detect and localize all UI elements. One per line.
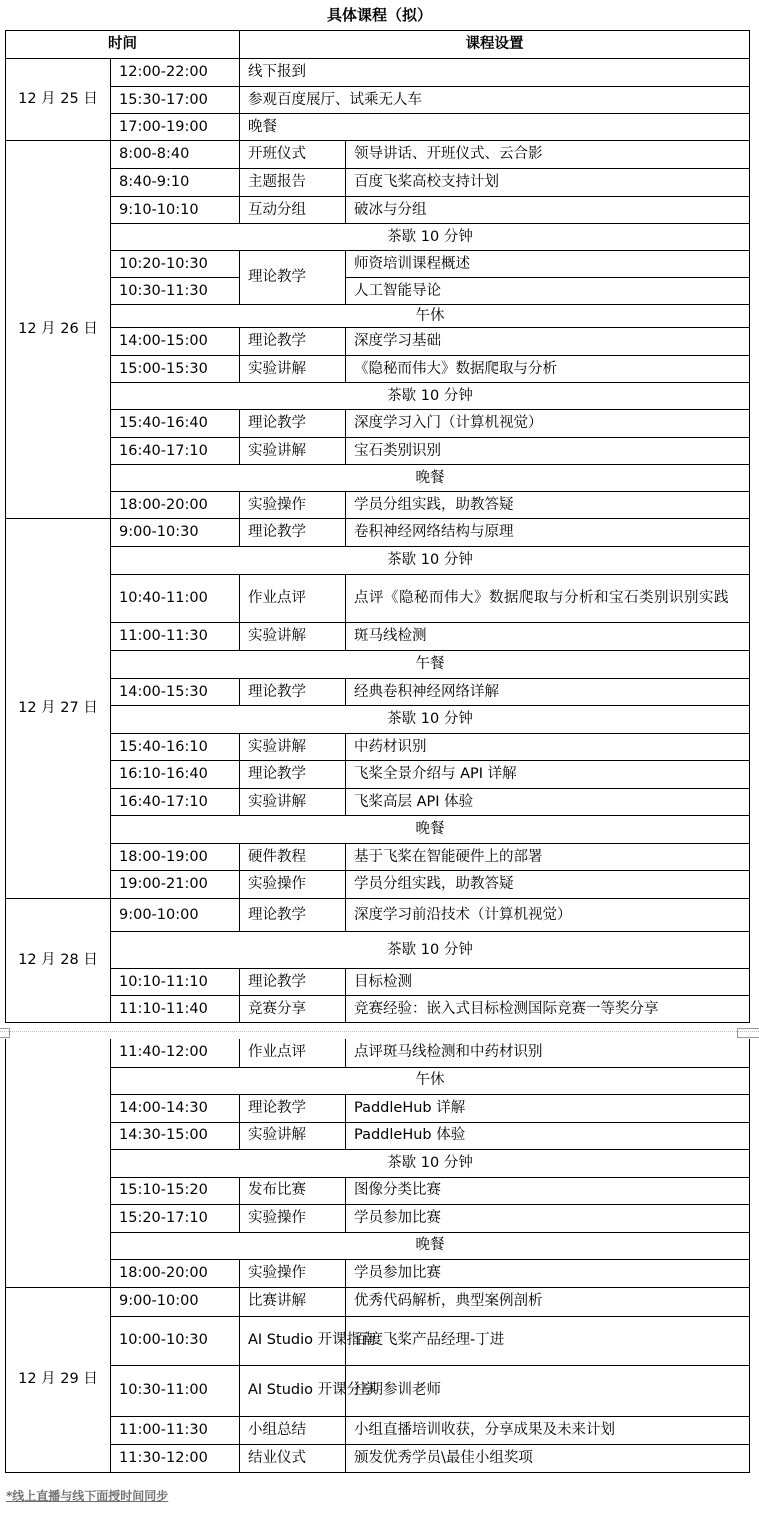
topic-cell: 破冰与分组 bbox=[346, 197, 750, 224]
time-cell: 17:00-19:00 bbox=[111, 114, 240, 141]
topic-cell: 宝石类别识别 bbox=[346, 438, 750, 465]
topic-cell: 优秀代码解析，典型案例剖析 bbox=[346, 1287, 750, 1316]
time-cell: 10:00-10:30 bbox=[111, 1316, 240, 1365]
schedule-table-page-2 bbox=[5, 1039, 750, 1473]
time-cell: 19:00-21:00 bbox=[111, 871, 240, 899]
document-title: 具体课程（拟） bbox=[326, 6, 432, 24]
table-row bbox=[6, 141, 750, 169]
topic-cell: 人工智能导论 bbox=[346, 278, 750, 305]
table-row bbox=[6, 1444, 750, 1472]
time-cell: 8:40-9:10 bbox=[111, 169, 240, 197]
type-cell: 实验讲解 bbox=[240, 734, 346, 761]
table-row bbox=[6, 197, 750, 224]
type-cell: 结业仪式 bbox=[240, 1444, 346, 1472]
table-row bbox=[6, 328, 750, 356]
table-row bbox=[6, 1204, 750, 1232]
type-cell: 实验操作 bbox=[240, 1259, 346, 1287]
break-cell: 茶歇 10 分钟 bbox=[111, 383, 750, 410]
topic-cell: 目标检测 bbox=[346, 969, 750, 996]
type-cell: 理论教学 bbox=[240, 328, 346, 356]
table-row bbox=[6, 87, 750, 114]
course-cell: 线下报到 bbox=[240, 59, 750, 87]
time-cell: 16:10-16:40 bbox=[111, 761, 240, 789]
table-row bbox=[6, 1259, 750, 1287]
time-cell: 15:30-17:00 bbox=[111, 87, 240, 114]
header-course: 课程设置 bbox=[240, 31, 750, 59]
topic-cell: 学员分组实践，助教答疑 bbox=[346, 492, 750, 519]
course-cell: 晚餐 bbox=[240, 114, 750, 141]
type-cell: 实验讲解 bbox=[240, 438, 346, 465]
topic-cell: 经典卷积神经网络详解 bbox=[346, 679, 750, 706]
break-cell: 午餐 bbox=[111, 651, 750, 679]
topic-cell: PaddleHub 详解 bbox=[346, 1094, 750, 1122]
type-cell: 实验操作 bbox=[240, 1204, 346, 1232]
header-time: 时间 bbox=[6, 31, 240, 59]
table-row bbox=[6, 996, 750, 1023]
time-cell: 11:10-11:40 bbox=[111, 996, 240, 1023]
break-row bbox=[6, 816, 750, 844]
topic-cell: 中药材识别 bbox=[346, 734, 750, 761]
type-cell: 实验操作 bbox=[240, 492, 346, 519]
date-cell: 12 月 26 日 bbox=[6, 141, 111, 519]
topic-cell: 学员参加比赛 bbox=[346, 1204, 750, 1232]
schedule-table-page-1 bbox=[5, 30, 750, 1023]
time-cell: 16:40-17:10 bbox=[111, 438, 240, 465]
break-row bbox=[6, 305, 750, 328]
time-cell: 14:00-14:30 bbox=[111, 1094, 240, 1122]
time-cell: 9:00-10:00 bbox=[111, 899, 240, 932]
type-cell: 开班仪式 bbox=[240, 141, 346, 169]
topic-cell: 百度飞桨高校支持计划 bbox=[346, 169, 750, 197]
time-cell: 10:30-11:30 bbox=[111, 278, 240, 305]
table-row bbox=[6, 1287, 750, 1316]
topic-cell: 深度学习基础 bbox=[346, 328, 750, 356]
page-break-marker-right bbox=[737, 1028, 759, 1038]
time-cell: 10:40-11:00 bbox=[111, 575, 240, 623]
time-cell: 14:30-15:00 bbox=[111, 1122, 240, 1149]
type-cell: 理论教学 bbox=[240, 410, 346, 438]
topic-cell: PaddleHub 体验 bbox=[346, 1122, 750, 1149]
table-header-row bbox=[6, 31, 750, 59]
type-cell: 主题报告 bbox=[240, 169, 346, 197]
table-row bbox=[6, 278, 750, 305]
date-cell: 12 月 25 日 bbox=[6, 59, 111, 141]
break-cell: 茶歇 10 分钟 bbox=[111, 706, 750, 734]
table-row bbox=[6, 1177, 750, 1204]
break-cell: 茶歇 10 分钟 bbox=[111, 547, 750, 575]
topic-cell: 飞桨全景介绍与 API 详解 bbox=[346, 761, 750, 789]
time-cell: 14:00-15:30 bbox=[111, 679, 240, 706]
break-cell: 午休 bbox=[111, 305, 750, 328]
time-cell: 8:00-8:40 bbox=[111, 141, 240, 169]
time-cell: 10:30-11:00 bbox=[111, 1365, 240, 1416]
table-row bbox=[6, 438, 750, 465]
type-cell: 竞赛分享 bbox=[240, 996, 346, 1023]
table-row bbox=[6, 623, 750, 651]
break-row bbox=[6, 1149, 750, 1177]
table-row bbox=[6, 251, 750, 278]
table-row bbox=[6, 871, 750, 899]
table-row bbox=[6, 1316, 750, 1365]
page-break-marker-left bbox=[0, 1028, 10, 1038]
time-cell: 11:40-12:00 bbox=[111, 1039, 240, 1067]
topic-cell: 竞赛经验：嵌入式目标检测国际竞赛一等奖分享 bbox=[346, 996, 750, 1023]
course-cell: 参观百度展厅、试乘无人车 bbox=[240, 87, 750, 114]
topic-cell: 飞桨高层 API 体验 bbox=[346, 789, 750, 816]
time-cell: 12:00-22:00 bbox=[111, 59, 240, 87]
table-row bbox=[6, 1365, 750, 1416]
type-cell: 实验讲解 bbox=[240, 356, 346, 383]
type-cell: 互动分组 bbox=[240, 197, 346, 224]
time-cell: 15:00-15:30 bbox=[111, 356, 240, 383]
break-cell: 茶歇 10 分钟 bbox=[111, 1149, 750, 1177]
topic-cell: 点评斑马线检测和中药材识别 bbox=[346, 1039, 750, 1067]
table-row bbox=[6, 492, 750, 519]
table-row bbox=[6, 789, 750, 816]
topic-cell: 百度飞桨产品经理-丁进 bbox=[346, 1316, 750, 1365]
table-row bbox=[6, 761, 750, 789]
date-cell-continued bbox=[6, 1039, 111, 1287]
type-cell: AI Studio 开课指南 bbox=[240, 1316, 346, 1365]
table-row bbox=[6, 519, 750, 547]
break-row bbox=[6, 651, 750, 679]
table-row bbox=[6, 1122, 750, 1149]
time-cell: 18:00-20:00 bbox=[111, 1259, 240, 1287]
date-cell: 12 月 29 日 bbox=[6, 1287, 111, 1472]
break-row bbox=[6, 706, 750, 734]
topic-cell: 《隐秘而伟大》数据爬取与分析 bbox=[346, 356, 750, 383]
type-cell: 实验操作 bbox=[240, 871, 346, 899]
table-row bbox=[6, 734, 750, 761]
table-row bbox=[6, 969, 750, 996]
table-row bbox=[6, 114, 750, 141]
type-cell: 理论教学 bbox=[240, 1094, 346, 1122]
table-row bbox=[6, 410, 750, 438]
topic-cell: 基于飞桨在智能硬件上的部署 bbox=[346, 844, 750, 871]
break-row bbox=[6, 383, 750, 410]
topic-cell: 小组直播培训收获，分享成果及未来计划 bbox=[346, 1416, 750, 1444]
break-row bbox=[6, 547, 750, 575]
break-cell: 茶歇 10 分钟 bbox=[111, 224, 750, 251]
table-row bbox=[6, 169, 750, 197]
type-cell: 理论教学 bbox=[240, 679, 346, 706]
table-row bbox=[6, 679, 750, 706]
topic-cell: 领导讲话、开班仪式、云合影 bbox=[346, 141, 750, 169]
time-cell: 10:10-11:10 bbox=[111, 969, 240, 996]
type-cell: 作业点评 bbox=[240, 575, 346, 623]
time-cell: 9:10-10:10 bbox=[111, 197, 240, 224]
break-row bbox=[6, 1232, 750, 1259]
topic-cell: 学员分组实践，助教答疑 bbox=[346, 871, 750, 899]
time-cell: 10:20-10:30 bbox=[111, 251, 240, 278]
type-cell: 理论教学 bbox=[240, 519, 346, 547]
type-cell: 实验讲解 bbox=[240, 1122, 346, 1149]
topic-cell: 图像分类比赛 bbox=[346, 1177, 750, 1204]
topic-cell: 学员参加比赛 bbox=[346, 1259, 750, 1287]
time-cell: 15:10-15:20 bbox=[111, 1177, 240, 1204]
table-row bbox=[6, 59, 750, 87]
time-cell: 14:00-15:00 bbox=[111, 328, 240, 356]
table-row bbox=[6, 1416, 750, 1444]
topic-cell: 深度学习前沿技术（计算机视觉） bbox=[346, 899, 750, 932]
type-cell: 比赛讲解 bbox=[240, 1287, 346, 1316]
topic-cell: 师资培训课程概述 bbox=[346, 251, 750, 278]
topic-cell: 点评《隐秘而伟大》数据爬取与分析和宝石类别识别实践 bbox=[346, 575, 750, 623]
break-row bbox=[6, 932, 750, 969]
time-cell: 15:40-16:10 bbox=[111, 734, 240, 761]
time-cell: 18:00-19:00 bbox=[111, 844, 240, 871]
break-cell: 茶歇 10 分钟 bbox=[111, 932, 750, 969]
break-row bbox=[6, 1067, 750, 1094]
time-cell: 15:20-17:10 bbox=[111, 1204, 240, 1232]
type-cell: 理论教学 bbox=[240, 969, 346, 996]
table-row bbox=[6, 844, 750, 871]
topic-cell: 深度学习入门（计算机视觉） bbox=[346, 410, 750, 438]
date-cell: 12 月 27 日 bbox=[6, 519, 111, 899]
table-row bbox=[6, 899, 750, 932]
time-cell: 11:30-12:00 bbox=[111, 1444, 240, 1472]
break-row bbox=[6, 224, 750, 251]
time-cell: 16:40-17:10 bbox=[111, 789, 240, 816]
topic-cell: 斑马线检测 bbox=[346, 623, 750, 651]
table-row bbox=[6, 356, 750, 383]
type-cell: 发布比赛 bbox=[240, 1177, 346, 1204]
page-break-line bbox=[0, 1031, 759, 1032]
time-cell: 18:00-20:00 bbox=[111, 492, 240, 519]
topic-cell: 往期参训老师 bbox=[346, 1365, 750, 1416]
topic-cell: 颁发优秀学员\最佳小组奖项 bbox=[346, 1444, 750, 1472]
type-cell: 实验讲解 bbox=[240, 623, 346, 651]
time-cell: 15:40-16:40 bbox=[111, 410, 240, 438]
time-cell: 9:00-10:00 bbox=[111, 1287, 240, 1316]
break-cell: 午休 bbox=[111, 1067, 750, 1094]
time-cell: 9:00-10:30 bbox=[111, 519, 240, 547]
table-row bbox=[6, 575, 750, 623]
type-cell: 硬件教程 bbox=[240, 844, 346, 871]
type-cell: 理论教学 bbox=[240, 899, 346, 932]
type-cell: 实验讲解 bbox=[240, 789, 346, 816]
time-cell: 11:00-11:30 bbox=[111, 1416, 240, 1444]
type-cell: AI Studio 开课分享 bbox=[240, 1365, 346, 1416]
break-cell: 晚餐 bbox=[111, 465, 750, 492]
break-row bbox=[6, 465, 750, 492]
break-cell: 晚餐 bbox=[111, 1232, 750, 1259]
footnote: *线上直播与线下面授时间同步 bbox=[6, 1489, 169, 1503]
date-cell: 12 月 28 日 bbox=[6, 899, 111, 1023]
time-cell: 11:00-11:30 bbox=[111, 623, 240, 651]
type-cell: 理论教学 bbox=[240, 761, 346, 789]
topic-cell: 卷积神经网络结构与原理 bbox=[346, 519, 750, 547]
type-cell: 作业点评 bbox=[240, 1039, 346, 1067]
type-cell: 理论教学 bbox=[240, 251, 346, 305]
table-row bbox=[6, 1094, 750, 1122]
break-cell: 晚餐 bbox=[111, 816, 750, 844]
type-cell: 小组总结 bbox=[240, 1416, 346, 1444]
table-row bbox=[6, 1039, 750, 1067]
